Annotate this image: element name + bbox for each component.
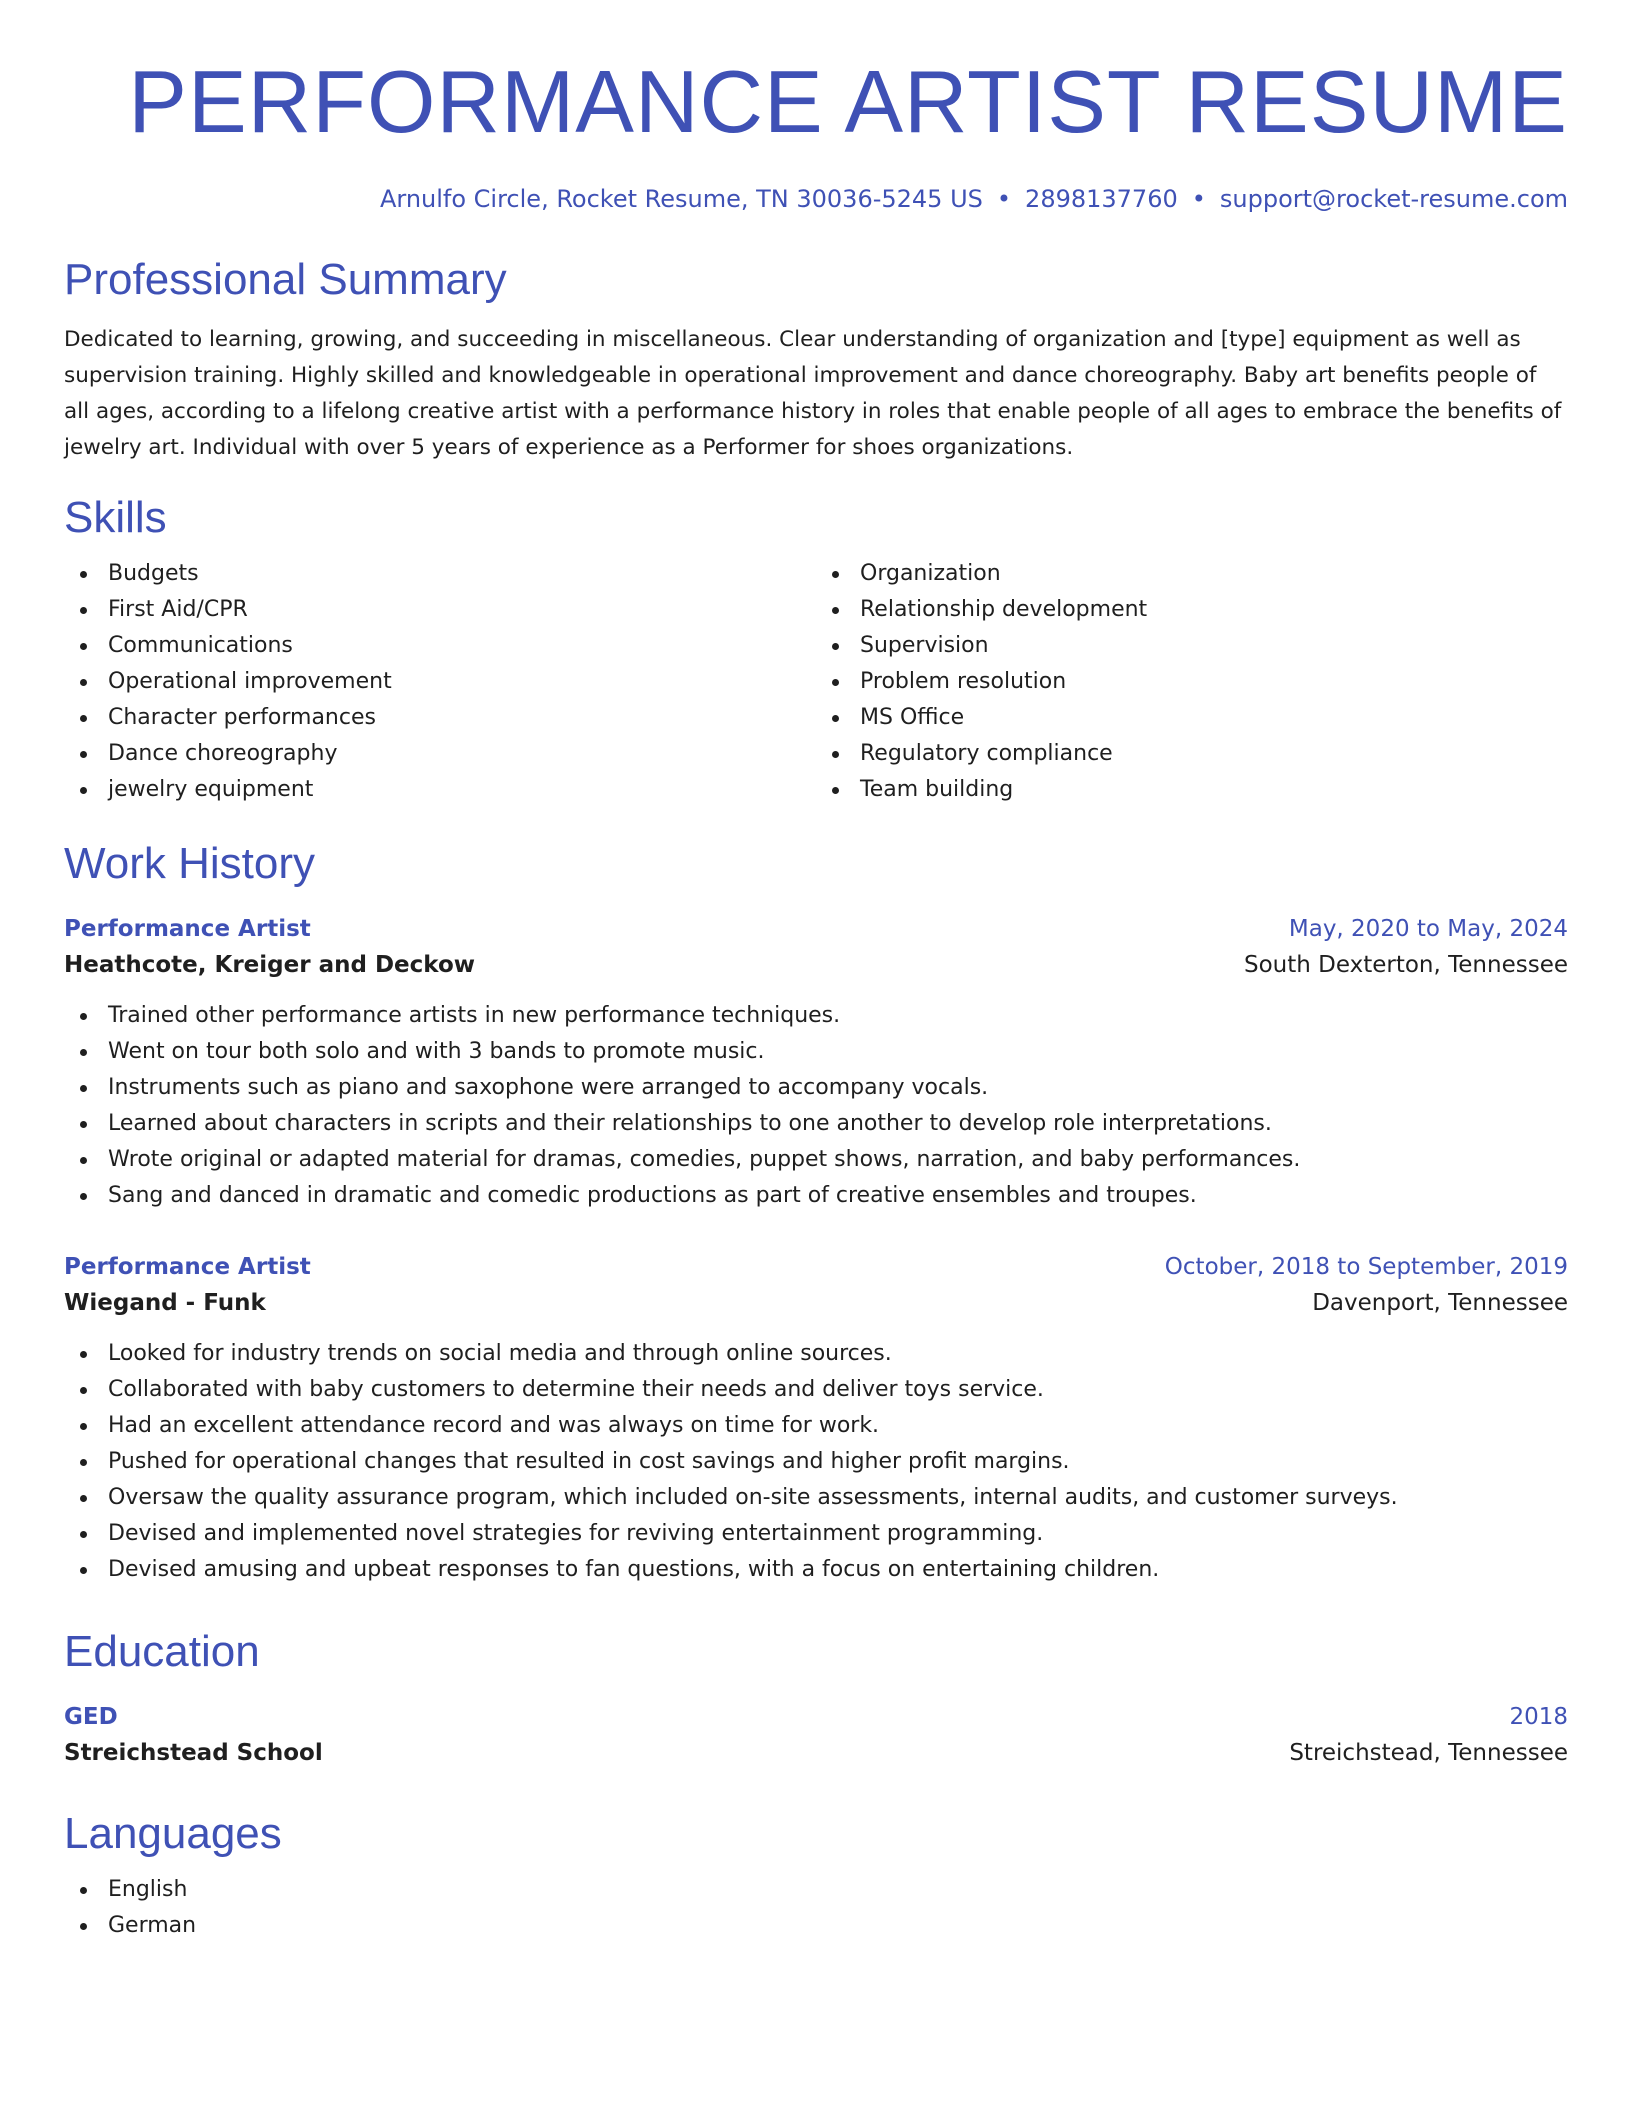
contact-email[interactable]: support@rocket-resume.com (1219, 185, 1568, 213)
job-bullet: Had an excellent attendance record and was always on time for work. (64, 1408, 1568, 1444)
skills-section (64, 492, 1568, 808)
job-location: Davenport, Tennessee (1312, 1290, 1568, 1316)
skill-item: Communications (64, 628, 816, 664)
skill-item: MS Office (816, 700, 1568, 736)
job-entry (64, 1250, 1568, 1588)
language-item: German (64, 1908, 1568, 1944)
job-title: Performance Artist (64, 916, 311, 942)
skill-item: Team building (816, 772, 1568, 808)
resume-title: PERFORMANCE ARTIST RESUME (128, 52, 1568, 151)
education-school: Streichstead School (64, 1740, 323, 1766)
skill-item: Budgets (64, 556, 816, 592)
skill-item: First Aid/CPR (64, 592, 816, 628)
job-bullet: Oversaw the quality assurance program, which included on-site assessments, internal audits, and customer surveys. (64, 1480, 1568, 1516)
education-heading: Education (64, 1627, 260, 1676)
job-bullet: Devised and implemented novel strategies for reviving entertainment programming. (64, 1516, 1568, 1552)
job-employer: Wiegand - Funk (64, 1290, 266, 1316)
job-bullet: Learned about characters in scripts and their relationships to one another to develop role interpretations. (64, 1106, 1568, 1142)
job-employer: Heathcote, Kreiger and Deckow (64, 952, 475, 978)
job-bullets (64, 998, 1568, 1214)
job-bullet: Looked for industry trends on social media and through online sources. (64, 1336, 1568, 1372)
contact-line (64, 184, 1568, 214)
languages-list (64, 1872, 1568, 1944)
job-bullet: Pushed for operational changes that resulted in cost savings and higher profit margins. (64, 1444, 1568, 1480)
job-employer-row (64, 1284, 1568, 1322)
summary-text: Dedicated to learning, growing, and succeeding in miscellaneous. Clear understanding of organization and [type] equipment as well as supervision training. Highly skilled and knowledgeable in operational improvement and dance choreography. Baby art benefits people of all ages, according to a lifelong creative artist with a performance history in roles that enable people of all ages to embrace the benefits of jewelry art. Individual with over 5 years of experience as a Performer for shoes organizations. (64, 327, 1562, 460)
skills-heading: Skills (64, 493, 167, 542)
skill-item: jewelry equipment (64, 772, 816, 808)
education-degree: GED (64, 1704, 118, 1730)
job-bullet: Trained other performance artists in new performance techniques. (64, 998, 1568, 1034)
job-bullet: Went on tour both solo and with 3 bands to promote music. (64, 1034, 1568, 1070)
skill-item: Regulatory compliance (816, 736, 1568, 772)
job-bullet: Collaborated with baby customers to determine their needs and deliver toys service. (64, 1372, 1568, 1408)
skill-item: Character performances (64, 700, 816, 736)
job-employer-row (64, 946, 1568, 984)
skill-item: Supervision (816, 628, 1568, 664)
job-title-row (64, 912, 1568, 946)
summary-heading: Professional Summary (64, 255, 507, 304)
education-year: 2018 (1509, 1704, 1568, 1730)
skill-item: Problem resolution (816, 664, 1568, 700)
skill-item: Relationship development (816, 592, 1568, 628)
work-history-section (64, 838, 1568, 1588)
work-history-heading: Work History (64, 839, 315, 888)
contact-phone: 2898137760 (1025, 185, 1178, 213)
resume-header (64, 0, 1568, 214)
skill-item: Organization (816, 556, 1568, 592)
job-bullet: Devised amusing and upbeat responses to fan questions, with a focus on entertaining children. (64, 1552, 1568, 1588)
education-school-row (64, 1734, 1568, 1772)
skills-columns (64, 556, 1568, 808)
education-entry (64, 1700, 1568, 1772)
job-bullet: Instruments such as piano and saxophone were arranged to accompany vocals. (64, 1070, 1568, 1106)
job-entry (64, 912, 1568, 1214)
job-bullet: Wrote original or adapted material for dramas, comedies, puppet shows, narration, and baby performances. (64, 1142, 1568, 1178)
languages-section (64, 1808, 1568, 1944)
education-location: Streichstead, Tennessee (1289, 1740, 1568, 1766)
job-bullets (64, 1336, 1568, 1588)
skills-column-left (64, 556, 816, 808)
skill-item: Dance choreography (64, 736, 816, 772)
skills-list-left (64, 556, 816, 808)
education-degree-row (64, 1700, 1568, 1734)
skills-column-right (816, 556, 1568, 808)
job-bullet: Sang and danced in dramatic and comedic productions as part of creative ensembles and troupes. (64, 1178, 1568, 1214)
education-section (64, 1626, 1568, 1772)
job-location: South Dexterton, Tennessee (1244, 952, 1568, 978)
summary-section (64, 254, 1568, 466)
skill-item: Operational improvement (64, 664, 816, 700)
job-title: Performance Artist (64, 1254, 311, 1280)
language-item: English (64, 1872, 1568, 1908)
contact-separator: • (996, 185, 1012, 213)
job-dates: May, 2020 to May, 2024 (1288, 916, 1568, 942)
job-title-row (64, 1250, 1568, 1284)
contact-separator: • (1191, 185, 1206, 213)
contact-address: Arnulfo Circle, Rocket Resume, TN 30036-5245 US (379, 185, 983, 213)
job-dates: October, 2018 to September, 2019 (1164, 1254, 1568, 1280)
languages-heading: Languages (64, 1809, 282, 1858)
skills-list-right (816, 556, 1568, 808)
